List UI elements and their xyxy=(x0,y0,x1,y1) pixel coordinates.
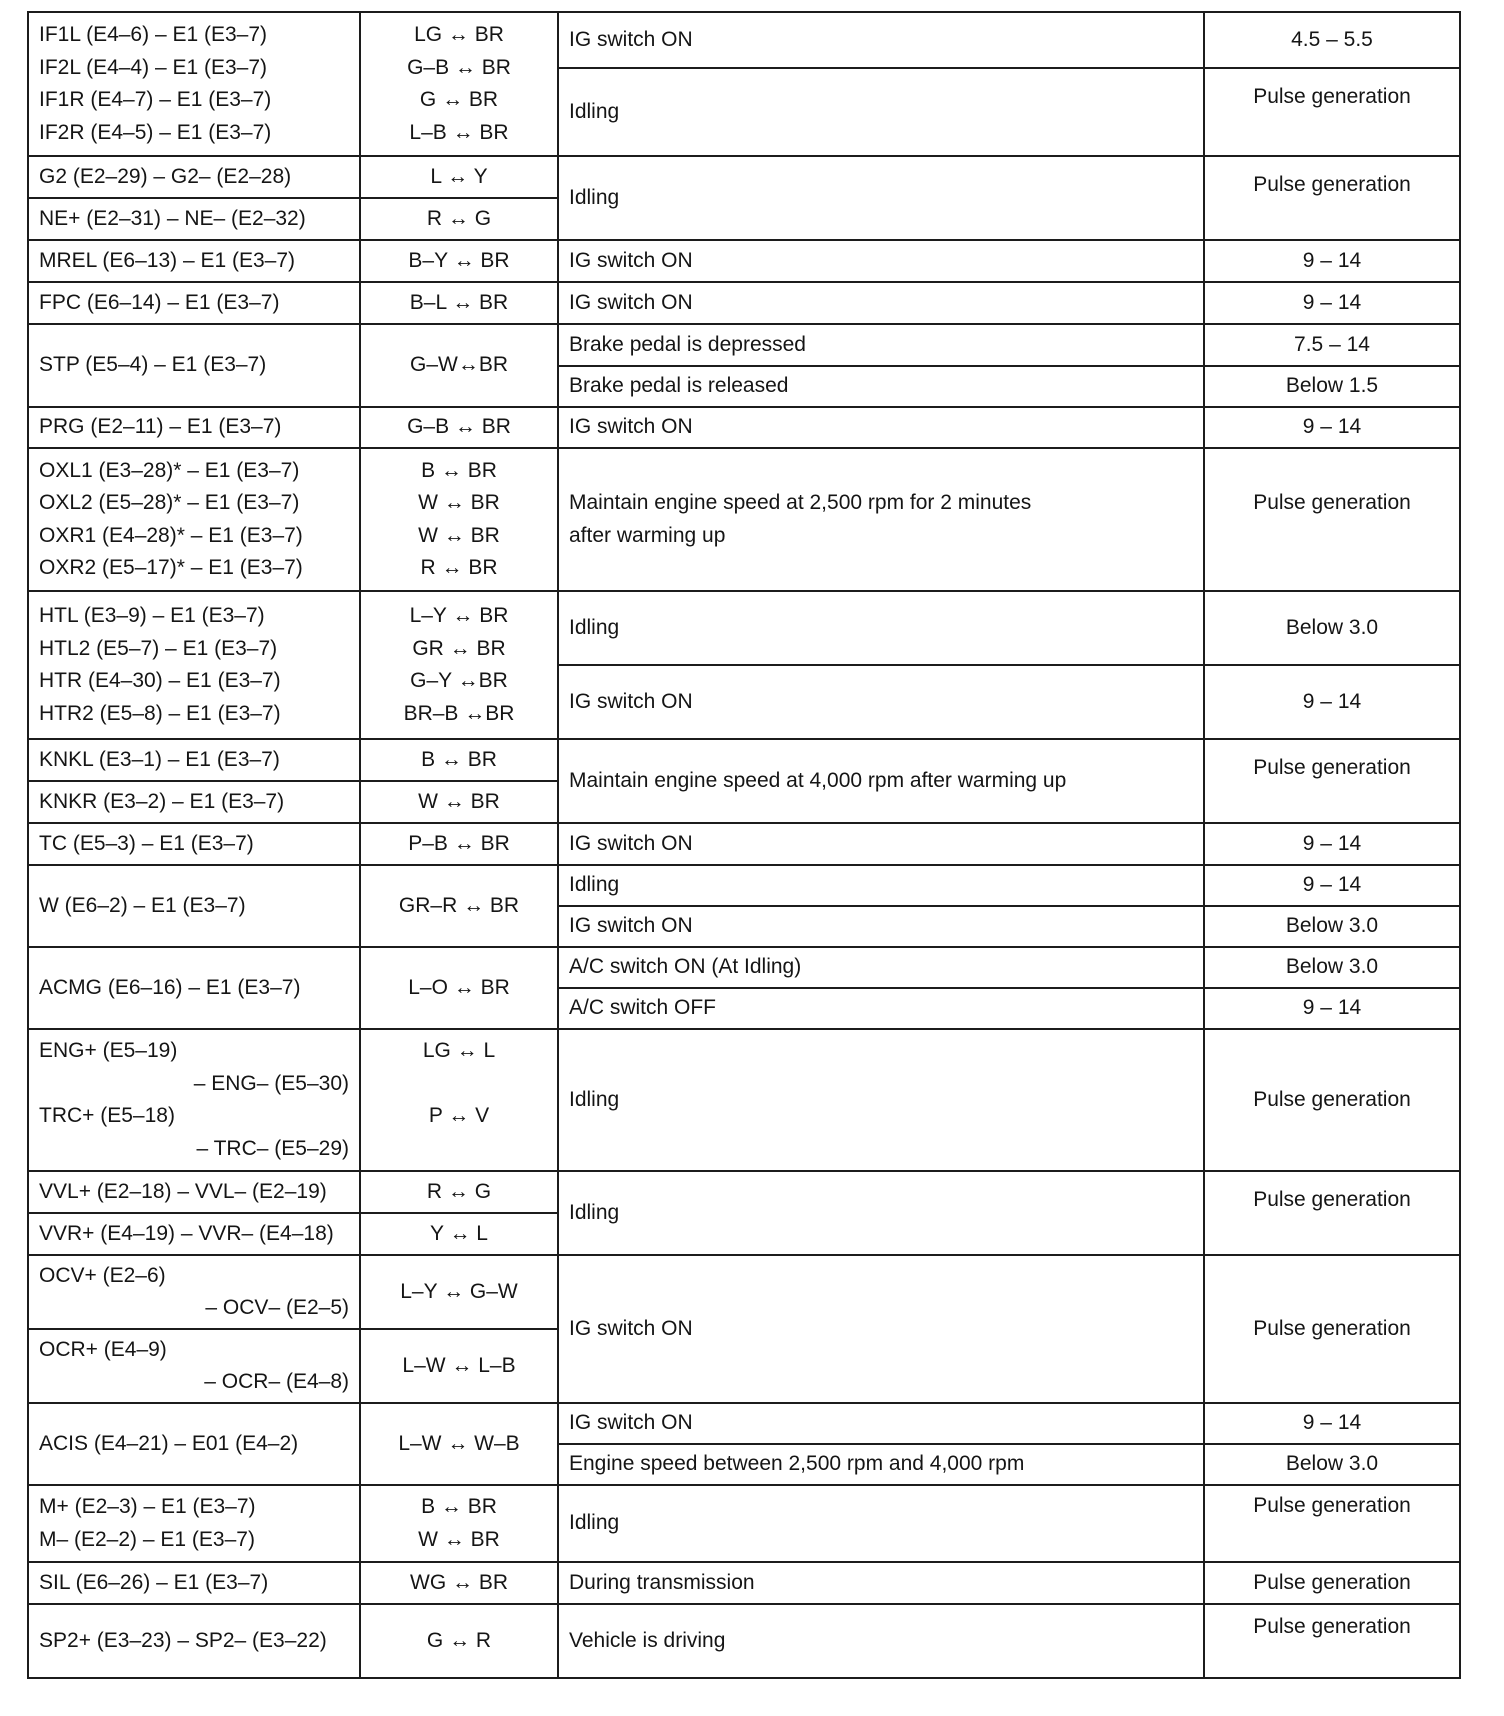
terminal-cell: TC (E5–3) – E1 (E3–7) xyxy=(28,823,360,865)
value-cell: Below 3.0 xyxy=(1204,1444,1460,1485)
wiring-cell xyxy=(360,1029,558,1171)
condition-cell: A/C switch ON (At Idling) xyxy=(558,947,1204,988)
terminal-label: OXR1 (E4–28)* – E1 (E3–7) xyxy=(39,523,303,547)
terminal-label: ENG+ (E5–19) xyxy=(39,1039,178,1062)
table-row xyxy=(28,1485,1460,1562)
wiring-cell: L–Y ↔ G–W xyxy=(360,1255,558,1329)
condition-cell: Engine speed between 2,500 rpm and 4,000 rpm xyxy=(558,1444,1204,1485)
condition-cell: IG switch ON xyxy=(558,1403,1204,1444)
condition-cell: IG switch ON xyxy=(558,407,1204,448)
condition-cell: Idling xyxy=(558,156,1204,240)
value-cell: Pulse generation xyxy=(1204,1604,1460,1678)
table-row xyxy=(28,282,1460,324)
value-cell: Pulse generation xyxy=(1204,1171,1460,1255)
terminal-cell: VVR+ (E4–19) – VVR– (E4–18) xyxy=(28,1213,360,1255)
condition-cell xyxy=(558,448,1204,591)
wiring-cell: L–W ↔ L–B xyxy=(360,1329,558,1403)
table-row xyxy=(28,739,1460,781)
condition-line: Maintain engine speed at 2,500 rpm for 2 minutes xyxy=(569,491,1032,514)
terminal-label: – OCV– (E2–5) xyxy=(205,1296,349,1319)
table-row xyxy=(28,823,1460,865)
wiring-label: W ↔ BR xyxy=(418,491,500,514)
wiring-cell: Y ↔ L xyxy=(360,1213,558,1255)
value-cell: Pulse generation xyxy=(1204,739,1460,823)
terminal-cell: SP2+ (E3–23) – SP2– (E3–22) xyxy=(28,1604,360,1678)
value-cell: 4.5 – 5.5 xyxy=(1204,12,1460,68)
terminal-label: – OCR– (E4–8) xyxy=(204,1370,349,1393)
condition-cell: IG switch ON xyxy=(558,823,1204,865)
wiring-cell: L–O ↔ BR xyxy=(360,947,558,1029)
terminal-label: IF2L (E4–4) – E1 (E3–7) xyxy=(39,55,268,79)
value-cell: 9 – 14 xyxy=(1204,1403,1460,1444)
table-row xyxy=(28,156,1460,198)
wiring-label: B ↔ BR xyxy=(421,458,497,482)
terminal-cell: ACIS (E4–21) – E01 (E4–2) xyxy=(28,1403,360,1485)
value-cell: 9 – 14 xyxy=(1204,407,1460,448)
terminal-cell: ACMG (E6–16) – E1 (E3–7) xyxy=(28,947,360,1029)
terminal-label: HTL (E3–9) – E1 (E3–7) xyxy=(39,604,265,627)
wiring-cell xyxy=(360,448,558,591)
value-cell: 9 – 14 xyxy=(1204,665,1460,739)
wiring-label: L–Y ↔ BR xyxy=(409,604,509,627)
condition-cell: A/C switch OFF xyxy=(558,988,1204,1029)
table-row xyxy=(28,1255,1460,1329)
table-row xyxy=(28,1171,1460,1213)
wiring-cell: G–W↔BR xyxy=(360,324,558,407)
value-cell: 9 – 14 xyxy=(1204,823,1460,865)
wiring-cell: B–Y ↔ BR xyxy=(360,240,558,282)
wiring-label: LG ↔ L xyxy=(422,1039,496,1062)
wiring-label: G ↔ BR xyxy=(419,88,499,111)
value-cell: Pulse generation xyxy=(1204,1029,1460,1171)
terminal-cell: SIL (E6–26) – E1 (E3–7) xyxy=(28,1562,360,1604)
wiring-cell: R ↔ G xyxy=(360,198,558,240)
wiring-label: P ↔ V xyxy=(428,1104,490,1127)
terminal-cell: NE+ (E2–31) – NE– (E2–32) xyxy=(28,198,360,240)
terminal-label: – ENG– (E5–30) xyxy=(193,1071,349,1095)
terminal-label: – TRC– (E5–29) xyxy=(196,1136,349,1160)
condition-cell: Brake pedal is depressed xyxy=(558,324,1204,366)
terminal-label: HTR (E4–30) – E1 (E3–7) xyxy=(39,669,281,692)
table-row xyxy=(28,865,1460,906)
condition-cell: During transmission xyxy=(558,1562,1204,1604)
value-cell: 9 – 14 xyxy=(1204,988,1460,1029)
condition-cell: IG switch ON xyxy=(558,240,1204,282)
condition-cell: IG switch ON xyxy=(558,282,1204,324)
wiring-cell: G–B ↔ BR xyxy=(360,407,558,448)
wiring-label: G–B ↔ BR xyxy=(407,55,511,79)
wiring-cell: P–B ↔ BR xyxy=(360,823,558,865)
terminal-cell xyxy=(28,1485,360,1562)
terminal-cell: VVL+ (E2–18) – VVL– (E2–19) xyxy=(28,1171,360,1213)
terminal-cell xyxy=(28,12,360,156)
condition-cell: IG switch ON xyxy=(558,1255,1204,1403)
wiring-cell xyxy=(360,1485,558,1562)
wiring-label: L–B ↔ BR xyxy=(409,120,509,144)
terminal-cell: MREL (E6–13) – E1 (E3–7) xyxy=(28,240,360,282)
wiring-cell: B ↔ BR xyxy=(360,739,558,781)
terminal-cell xyxy=(28,448,360,591)
terminal-cell xyxy=(28,1255,360,1329)
value-cell: 9 – 14 xyxy=(1204,282,1460,324)
wiring-label: LG ↔ BR xyxy=(414,23,504,46)
wiring-cell: R ↔ G xyxy=(360,1171,558,1213)
wiring-label: W ↔ BR xyxy=(418,523,500,547)
wiring-cell: G ↔ R xyxy=(360,1604,558,1678)
value-cell: 9 – 14 xyxy=(1204,240,1460,282)
wiring-label: W ↔ BR xyxy=(418,1527,500,1551)
terminal-label: HTR2 (E5–8) – E1 (E3–7) xyxy=(39,701,281,725)
terminal-voltage-table xyxy=(27,11,1461,1679)
terminal-cell: PRG (E2–11) – E1 (E3–7) xyxy=(28,407,360,448)
table-row xyxy=(28,12,1460,68)
terminal-cell: STP (E5–4) – E1 (E3–7) xyxy=(28,324,360,407)
condition-cell: IG switch ON xyxy=(558,12,1204,68)
table-row xyxy=(28,324,1460,366)
terminal-label: OXR2 (E5–17)* – E1 (E3–7) xyxy=(39,556,303,579)
condition-cell: IG switch ON xyxy=(558,906,1204,947)
table-row xyxy=(28,240,1460,282)
terminal-label: TRC+ (E5–18) xyxy=(39,1104,175,1127)
value-cell: Pulse generation xyxy=(1204,1255,1460,1403)
wiring-label: B ↔ BR xyxy=(421,1495,497,1518)
terminal-label: M+ (E2–3) – E1 (E3–7) xyxy=(39,1495,256,1518)
terminal-cell: KNKR (E3–2) – E1 (E3–7) xyxy=(28,781,360,823)
value-cell: Pulse generation xyxy=(1204,1562,1460,1604)
terminal-label: OCV+ (E2–6) xyxy=(39,1263,166,1287)
table-row xyxy=(28,448,1460,591)
value-cell: 7.5 – 14 xyxy=(1204,324,1460,366)
terminal-label: OCR+ (E4–9) xyxy=(39,1337,167,1361)
terminal-label: OXL2 (E5–28)* – E1 (E3–7) xyxy=(39,491,300,514)
terminal-label: HTL2 (E5–7) – E1 (E3–7) xyxy=(39,636,278,660)
condition-cell: Idling xyxy=(558,1171,1204,1255)
value-cell: Below 3.0 xyxy=(1204,906,1460,947)
terminal-cell xyxy=(28,1029,360,1171)
condition-cell: IG switch ON xyxy=(558,665,1204,739)
wiring-cell xyxy=(360,12,558,156)
table-row xyxy=(28,1562,1460,1604)
wiring-cell: W ↔ BR xyxy=(360,781,558,823)
condition-cell: Idling xyxy=(558,68,1204,156)
wiring-label: G–Y ↔BR xyxy=(410,669,508,692)
wiring-cell: L–W ↔ W–B xyxy=(360,1403,558,1485)
terminal-label: OXL1 (E3–28)* – E1 (E3–7) xyxy=(39,458,300,482)
terminal-label: IF1R (E4–7) – E1 (E3–7) xyxy=(39,88,272,111)
condition-cell: Maintain engine speed at 4,000 rpm after warming up xyxy=(558,739,1204,823)
condition-cell: Idling xyxy=(558,865,1204,906)
terminal-label: IF2R (E4–5) – E1 (E3–7) xyxy=(39,120,272,144)
terminal-cell xyxy=(28,591,360,739)
value-cell: Below 3.0 xyxy=(1204,591,1460,665)
wiring-cell: GR–R ↔ BR xyxy=(360,865,558,947)
terminal-cell: FPC (E6–14) – E1 (E3–7) xyxy=(28,282,360,324)
table-row xyxy=(28,591,1460,665)
condition-cell: Idling xyxy=(558,1485,1204,1562)
wiring-cell: L ↔ Y xyxy=(360,156,558,198)
table-row xyxy=(28,407,1460,448)
table-row xyxy=(28,1604,1460,1678)
terminal-label: IF1L (E4–6) – E1 (E3–7) xyxy=(39,23,268,46)
value-cell: Below 1.5 xyxy=(1204,366,1460,407)
table-row xyxy=(28,1403,1460,1444)
wiring-cell: B–L ↔ BR xyxy=(360,282,558,324)
wiring-label: BR–B ↔BR xyxy=(403,701,515,725)
table-row xyxy=(28,947,1460,988)
condition-cell: Idling xyxy=(558,591,1204,665)
terminal-label: M– (E2–2) – E1 (E3–7) xyxy=(39,1527,255,1551)
value-cell: Pulse generation xyxy=(1204,156,1460,240)
wiring-label: GR ↔ BR xyxy=(412,636,506,660)
wiring-cell: WG ↔ BR xyxy=(360,1562,558,1604)
terminal-cell: G2 (E2–29) – G2– (E2–28) xyxy=(28,156,360,198)
terminal-cell: W (E6–2) – E1 (E3–7) xyxy=(28,865,360,947)
terminal-cell: KNKL (E3–1) – E1 (E3–7) xyxy=(28,739,360,781)
value-cell: Pulse generation xyxy=(1204,1485,1460,1562)
wiring-cell xyxy=(360,591,558,739)
value-cell: 9 – 14 xyxy=(1204,865,1460,906)
condition-cell: Brake pedal is released xyxy=(558,366,1204,407)
value-cell: Below 3.0 xyxy=(1204,947,1460,988)
condition-line: after warming up xyxy=(569,523,726,547)
value-cell: Pulse generation xyxy=(1204,448,1460,591)
terminal-cell xyxy=(28,1329,360,1403)
table-row xyxy=(28,1029,1460,1171)
wiring-label: R ↔ BR xyxy=(420,556,498,579)
value-cell: Pulse generation xyxy=(1204,68,1460,156)
condition-cell: Idling xyxy=(558,1029,1204,1171)
condition-cell: Vehicle is driving xyxy=(558,1604,1204,1678)
